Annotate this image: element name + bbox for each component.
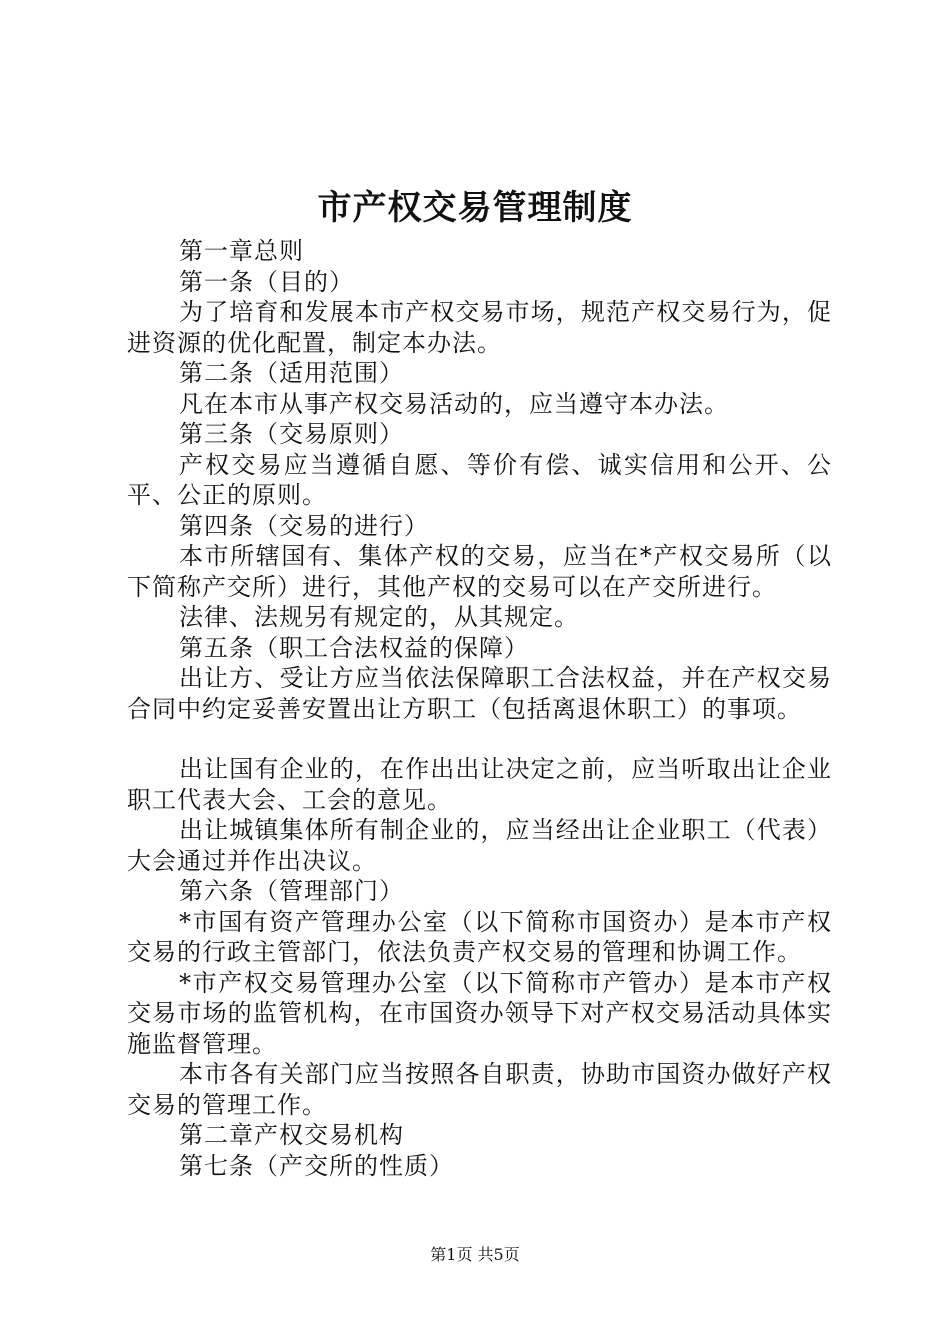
- document-title: 市产权交易管理制度: [317, 188, 633, 228]
- chapter-heading: 第二章产权交易机构: [179, 1121, 404, 1149]
- chapter-heading: 第一章总则: [179, 237, 304, 265]
- article-heading: 第六条（管理部门）: [179, 877, 404, 905]
- article-heading: 第二条（适用范围）: [179, 359, 404, 387]
- article-heading: 第三条（交易原则）: [179, 420, 404, 448]
- article-heading: 第四条（交易的进行）: [179, 511, 429, 540]
- article-heading: 第七条（产交所的性质）: [179, 1151, 454, 1180]
- paragraph: 出让国有企业的，在作出出让决定之前，应当听取出让企业职工代表大会、工会的意见。: [127, 755, 832, 814]
- paragraph: 出让方、受让方应当依法保障职工合法权益，并在产权交易合同中约定妥善安置出让方职工（包括离退休职工）的事项。: [127, 664, 832, 723]
- article-heading: 第五条（职工合法权益的保障）: [179, 633, 529, 662]
- paragraph: 本市各有关部门应当按照各自职责，协助市国资办做好产权交易的管理工作。: [127, 1060, 832, 1119]
- paragraph: *市产权交易管理办公室（以下简称市产管办）是本市产权交易市场的监管机构，在市国资办领导下对产权交易活动具体实施监督管理。: [127, 968, 832, 1058]
- paragraph: 为了培育和发展本市产权交易市场，规范产权交易行为，促进资源的优化配置，制定本办法。: [127, 298, 832, 357]
- article-heading: 第一条（目的）: [179, 267, 354, 296]
- page-number: 第1页 共5页: [430, 1245, 520, 1264]
- paragraph: 产权交易应当遵循自愿、等价有偿、诚实信用和公开、公平、公正的原则。: [127, 450, 832, 509]
- document-body: [127, 236, 832, 1181]
- paragraph: 本市所辖国有、集体产权的交易，应当在*产权交易所（以下简称产交所）进行，其他产权的交易可以在产交所进行。: [127, 542, 832, 601]
- paragraph: *市国有资产管理办公室（以下简称市国资办）是本市产权交易的行政主管部门，依法负责产权交易的管理和协调工作。: [127, 907, 832, 966]
- paragraph: 凡在本市从事产权交易活动的，应当遵守本办法。: [179, 389, 729, 418]
- paragraph: 出让城镇集体所有制企业的，应当经出让企业职工（代表）大会通过并作出决议。: [127, 816, 832, 875]
- paragraph: 法律、法规另有规定的，从其规定。: [179, 603, 579, 631]
